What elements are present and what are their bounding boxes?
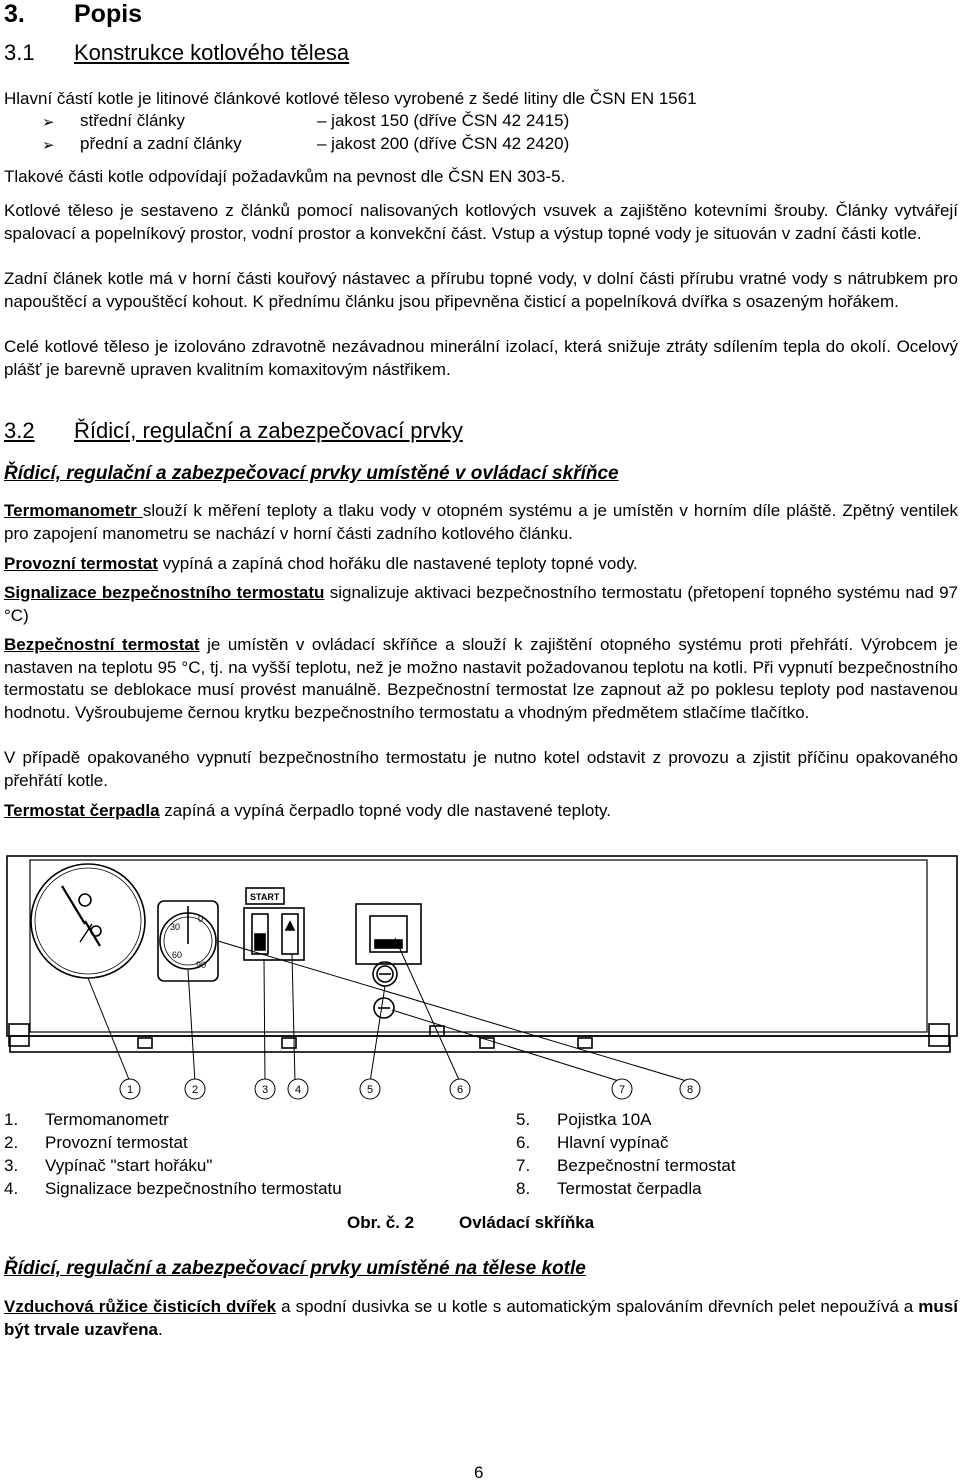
subheading-boiler-body [4,1258,958,1281]
callout-number: 2 [191,1084,199,1096]
callout-number: 3 [261,1084,269,1096]
legend-item [4,1154,342,1177]
material-list [42,110,742,156]
dial-tick-label: 0 [198,914,204,924]
list-item [42,110,742,133]
term-label: Vzduchová růžice čisticích dvířek [4,1297,277,1316]
section-number: 3.2 [4,418,35,443]
callout-number: 4 [294,1084,302,1096]
legend-right [516,1108,736,1200]
legend-number: 3. [4,1156,19,1175]
part-name: střední články [80,111,185,130]
panel-outline [7,856,957,1036]
term-text: signalizuje aktivaci bezpečnostního termostatu (přetopení topného systému nad 97 °C) [4,583,959,625]
legend-number: 6. [516,1133,531,1152]
air-rosette-paragraph [4,1296,958,1341]
term-label: Signalizace bezpečnostního termostatu [4,583,325,602]
legend-number: 4. [4,1179,19,1198]
pump-thermostat-paragraph [4,800,958,823]
legend-label: Hlavní vypínač [557,1133,669,1152]
list-item [42,133,742,156]
legend-number: 2. [4,1133,19,1152]
term-text: a spodní dusivka se u kotle s automatickým spalováním dřevních pelet nepoužívá a [276,1297,919,1316]
part-grade: – jakost 150 (dříve ČSN 42 2415) [317,111,570,130]
figure-caption: Ovládací skříňka [459,1213,595,1232]
callout-number: 8 [686,1084,694,1096]
term-text: je umístěn v ovládací skříňce a slouží k zajištění otopného systému proti přehřátí. Výrobcem je nastaven na teplotu 95 °C, tj. na vyšší teplotu, než je možno nastavit požadovanou teplotu na kotli. Při vypnutí bezpečnostního termostatu se deblokace musí provést manuálně. Bezpečnostní termostat lze zapnout až po poklesu teploty pod nastavenou hodnotu. Vyšroubujeme černou krytku bezpečnostního termostatu a vhodným předmětem stlačíme tlačítko. [4,635,959,722]
subheading-text: Řídicí, regulační a zabezpečovací prvky umístěné v ovládací skříňce [4,463,619,484]
legend-label: Vypínač "start hořáku" [45,1156,213,1175]
legend-number: 8. [516,1179,531,1198]
part-grade: – jakost 200 (dříve ČSN 42 2420) [317,134,570,153]
start-label: START [250,892,280,902]
legend-item [516,1177,736,1200]
main-switch-icon [356,904,421,964]
callout-number: 5 [366,1084,374,1096]
term-text: vypíná a zapíná chod hořáku dle nastavené teploty topné vody. [157,554,638,573]
safety-thermostat-paragraph [4,634,958,724]
term-text: zapíná a vypíná čerpadlo topné vody dle nastavené teploty. [159,801,612,820]
legend-label: Signalizace bezpečnostního termostatu [45,1179,342,1198]
termomanometer-gauge-icon [31,864,145,978]
bottom-tab [578,1038,592,1048]
term-label: Termomanometr [4,501,143,520]
signalization-paragraph [4,582,958,627]
emphasis-text: musí být trvale uzavřena [4,1297,958,1339]
callout-number: 7 [618,1084,626,1096]
subheading-control-box [4,463,958,486]
term-label: Termostat čerpadla [4,801,160,820]
term-label: Bezpečnostní termostat [4,635,200,654]
legend-number: 7. [516,1156,531,1175]
legend-label: Pojistka 10A [557,1110,652,1129]
dial-tick-label: 30 [170,922,181,932]
section-3-2-heading [4,418,463,444]
chapter-number: 3. [4,0,25,28]
chapter-heading [4,0,142,29]
legend-number: 5. [516,1110,531,1129]
termomanometr-paragraph [4,500,958,545]
section-3-1-heading [4,40,349,66]
pressure-text: Tlakové části kotle odpovídají požadavkům na pevnost dle ČSN EN 303-5. [4,167,566,186]
control-box-diagram [0,846,960,1104]
dial-tick-label: 90 [196,960,207,970]
legend-item [516,1131,736,1154]
legend-item [4,1108,342,1131]
term-text: slouží k měření teploty a tlaku vody v otopném systému a je umístěn v horním díle pláště. Zpětný ventilek pro zapojení manometru se nachází v horní části zadního kotlového článku. [4,501,958,543]
arrow-bullet-icon: ➢ [42,114,55,131]
legend-label: Bezpečnostní termostat [557,1156,736,1175]
legend-number: 1. [4,1110,19,1129]
callout-number: 6 [456,1084,464,1096]
legend-item [4,1177,342,1200]
legend-label: Termostat čerpadla [557,1179,702,1198]
insulation-paragraph: Celé kotlové těleso je izolováno zdravotně nezávadnou minerální izolací, která snižuje ztráty sdílením tepla do okolí. Ocelový plášť je barevně upraven kvalitním komaxitovým nástřikem. [4,337,958,379]
operating-thermostat-paragraph [4,553,958,576]
operating-thermostat-dial-icon [158,901,218,981]
legend-left [4,1108,342,1200]
safety-thermostat-icon [374,998,394,1018]
part-name: přední a zadní články [80,134,242,153]
dial-tick-label: 60 [172,950,183,960]
repeated-shutdown-paragraph: V případě opakovaného vypnutí bezpečnostního termostatu je nutno kotel odstavit z provozu a zjistit příčinu opakovaného přehřátí kotle. [4,748,958,790]
callout-number: 1 [126,1084,134,1096]
section-number: 3.1 [4,40,35,65]
subheading-text: Řídicí, regulační a zabezpečovací prvky umístěné na tělese kotle [4,1258,586,1279]
term-label: Provozní termostat [4,554,158,573]
figure-number: Obr. č. 2 [347,1213,415,1232]
rear-section-paragraph: Zadní článek kotle má v horní části kouřový nástavec a přírubu topné vody, v dolní části přírubu vratné vody s nátrubkem pro napouštěcí a vypouštěcí kohout. K přednímu článku jsou připevněna čisticí a popelníková dvířka s osazeným hořákem. [4,269,958,311]
term-text-end: . [158,1319,163,1339]
legend-item [516,1108,736,1131]
section-title: Konstrukce kotlového tělesa [74,40,350,65]
chapter-title: Popis [74,0,143,28]
fuse-icon [373,962,397,986]
bottom-tab [138,1038,152,1048]
legend-label: Provozní termostat [45,1133,188,1152]
section-title: Řídicí, regulační a zabezpečovací prvky [74,418,463,443]
intro-text: Hlavní částí kotle je litinové článkové kotlové těleso vyrobené z šedé litiny dle ČSN EN 1561 [4,89,697,108]
arrow-bullet-icon: ➢ [42,137,55,154]
page-number: 6 [474,1463,484,1482]
legend-item [4,1131,342,1154]
legend-item [516,1154,736,1177]
legend-label: Termomanometr [45,1110,169,1129]
body-paragraph: Kotlové těleso je sestaveno z článků pomocí nalisovaných kotlových vsuvek a zajištěno kotevními šrouby. Články vytvářejí spalovací a popelníkový prostor, vodní prostor a konvekční část. Vstup a výstup topné vody je situován v zadní části kotle. [4,201,958,243]
